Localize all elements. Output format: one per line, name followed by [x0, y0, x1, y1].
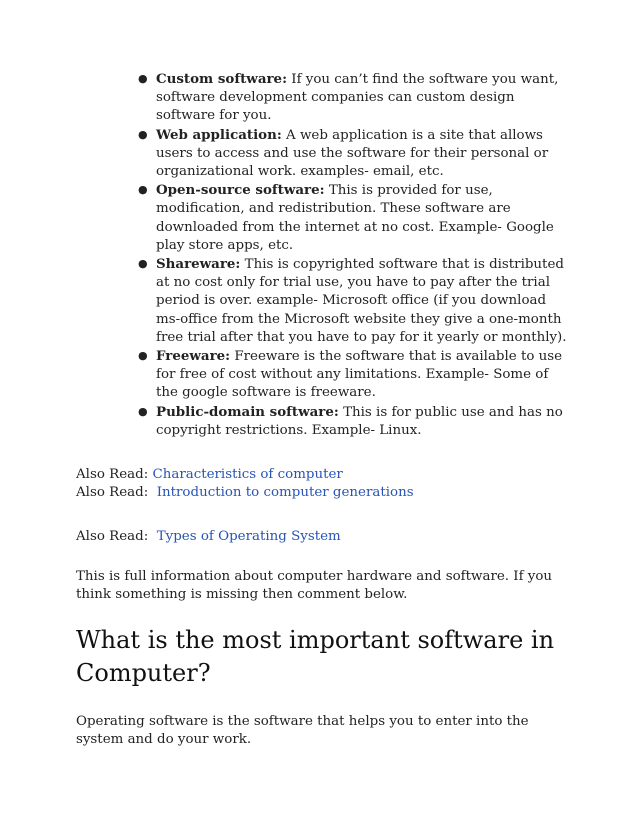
section-body-paragraph: Operating software is the software that helps you to enter into the system and do your work.: [76, 714, 529, 748]
summary-paragraph: This is full information about computer hardware and software. If you think something is missing then comment below.: [76, 569, 553, 603]
list-item-freeware: [138, 347, 568, 403]
list-item-text: This is provided for use, modification, and redistribution. These software are downloaded from the internet at no cost. Example- Google play store apps, etc.: [156, 183, 554, 253]
list-item-term: Web application:: [156, 126, 282, 143]
also-read-prefix: Also Read:: [76, 529, 157, 544]
link-computer-generations[interactable]: Introduction to computer generations: [156, 485, 414, 501]
link-characteristics-of-computer[interactable]: Characteristics of computer: [152, 467, 343, 482]
also-read-prefix: Also Read:: [76, 485, 157, 501]
bullet-icon: ●: [138, 183, 148, 197]
list-item-term: Freeware:: [156, 348, 231, 365]
link-types-of-operating-system[interactable]: Types of Operating System: [156, 529, 341, 544]
software-types-list: [138, 70, 568, 440]
list-item-open-source: [138, 181, 568, 255]
list-item-text: Freeware is the software that is available to use for free of cost without any limitations. Example- Some of the google software is freeware.: [156, 349, 563, 401]
bullet-icon: ●: [138, 349, 148, 363]
list-item-term: Public-domain software:: [156, 403, 339, 420]
list-item-term: Custom software:: [156, 71, 288, 87]
list-item-term: Shareware:: [156, 256, 241, 273]
list-item-text: If you can’t find the software you want, software development companies can custom design software for you.: [156, 72, 559, 124]
list-item-text: This is for public use and has no copyright restrictions. Example- Linux.: [156, 404, 563, 438]
also-read-block: [76, 466, 566, 502]
list-item-web-application: [138, 126, 568, 182]
list-item-shareware: [138, 255, 568, 347]
bullet-icon: ●: [138, 72, 148, 85]
list-item-text: A web application is a site that allows users to access and use the software for their personal or organizational work. examples- email, etc.: [156, 127, 549, 180]
bullet-icon: ●: [138, 257, 148, 271]
section-heading: What is the most important software in Computer?: [76, 626, 555, 687]
list-item-term: Open-source software:: [156, 182, 325, 199]
list-item-public-domain: [138, 403, 568, 440]
list-item-text: This is copyrighted software that is distributed at no cost only for trial use, you have to pay after the trial period is over. example- Microsoft office (if you download ms-office from the Microsoft website they give a one-month free trial after that you have to pay for it yearly or monthly).: [156, 257, 567, 345]
bullet-icon: ●: [138, 127, 148, 141]
also-read-prefix: Also Read:: [76, 467, 153, 482]
list-item-custom-software: [138, 70, 568, 126]
bullet-icon: ●: [138, 404, 148, 418]
also-read-line: [76, 528, 566, 546]
